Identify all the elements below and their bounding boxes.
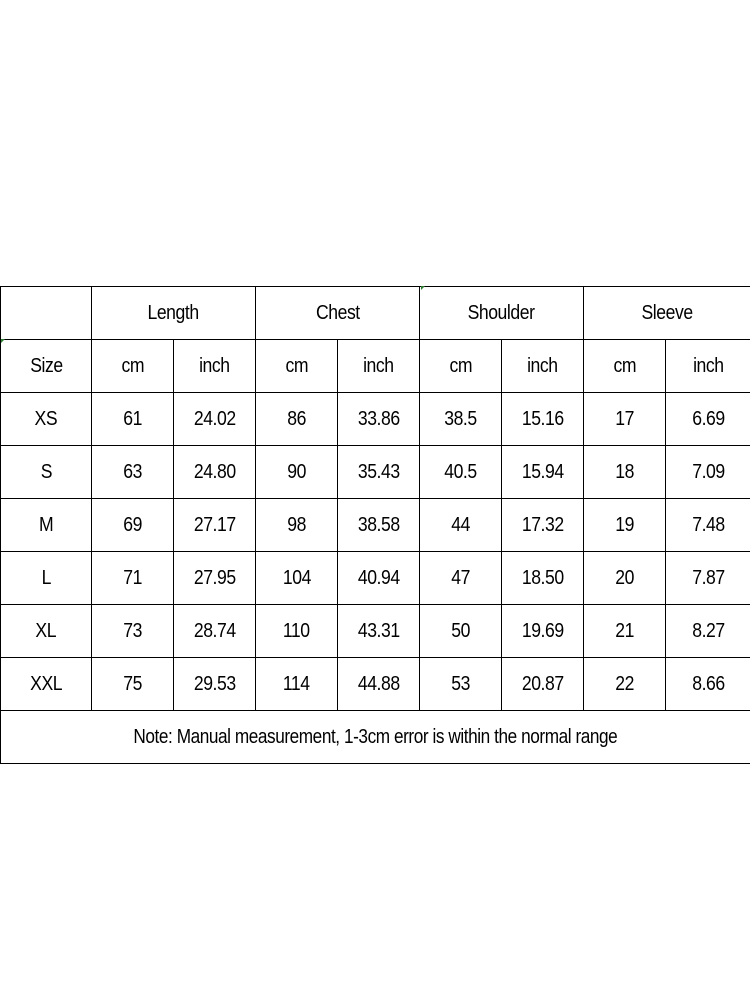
sleeve-cm-cell: 19 <box>584 499 666 552</box>
sleeve-cm-cell: 18 <box>584 446 666 499</box>
shoulder-cm-cell: 40.5 <box>420 446 502 499</box>
size-cell: XXL <box>1 658 92 711</box>
shoulder-inch-cell: 17.32 <box>502 499 584 552</box>
unit-cm: cm <box>420 340 502 393</box>
unit-inch: inch <box>666 340 750 393</box>
corner-mark <box>421 286 425 290</box>
chest-inch-cell: 40.94 <box>338 552 420 605</box>
corner-cell <box>1 287 92 340</box>
size-header: Size <box>1 340 92 393</box>
length-inch-cell: 28.74 <box>174 605 256 658</box>
sleeve-cm-cell: 22 <box>584 658 666 711</box>
chest-cm-cell: 114 <box>256 658 338 711</box>
table-row <box>1 658 750 711</box>
length-cm-cell: 73 <box>92 605 174 658</box>
length-inch-cell: 27.95 <box>174 552 256 605</box>
shoulder-cm-cell: 53 <box>420 658 502 711</box>
chest-inch-cell: 43.31 <box>338 605 420 658</box>
chest-inch-cell: 38.58 <box>338 499 420 552</box>
sleeve-cm-cell: 17 <box>584 393 666 446</box>
length-inch-cell: 24.80 <box>174 446 256 499</box>
length-inch-cell: 29.53 <box>174 658 256 711</box>
unit-cm: cm <box>584 340 666 393</box>
sleeve-inch-cell: 7.09 <box>666 446 750 499</box>
unit-inch: inch <box>502 340 584 393</box>
shoulder-cm-cell: 47 <box>420 552 502 605</box>
sleeve-inch-cell: 7.87 <box>666 552 750 605</box>
unit-inch: inch <box>338 340 420 393</box>
size-cell: M <box>1 499 92 552</box>
chest-cm-cell: 90 <box>256 446 338 499</box>
shoulder-inch-cell: 15.94 <box>502 446 584 499</box>
size-chart-table <box>0 286 750 764</box>
shoulder-cm-cell: 50 <box>420 605 502 658</box>
length-cm-cell: 69 <box>92 499 174 552</box>
table-row <box>1 499 750 552</box>
sleeve-inch-cell: 6.69 <box>666 393 750 446</box>
length-inch-cell: 27.17 <box>174 499 256 552</box>
length-inch-cell: 24.02 <box>174 393 256 446</box>
shoulder-inch-cell: 18.50 <box>502 552 584 605</box>
sleeve-cm-cell: 21 <box>584 605 666 658</box>
length-cm-cell: 71 <box>92 552 174 605</box>
note-row <box>1 711 750 764</box>
table-row <box>1 605 750 658</box>
group-header-sleeve: Sleeve <box>584 287 750 340</box>
table-row <box>1 446 750 499</box>
table-row <box>1 552 750 605</box>
size-cell: L <box>1 552 92 605</box>
chest-inch-cell: 44.88 <box>338 658 420 711</box>
size-cell: S <box>1 446 92 499</box>
chest-cm-cell: 86 <box>256 393 338 446</box>
chest-inch-cell: 35.43 <box>338 446 420 499</box>
measurement-note: Note: Manual measurement, 1-3cm error is within the normal range <box>1 711 750 764</box>
sleeve-inch-cell: 7.48 <box>666 499 750 552</box>
shoulder-inch-cell: 20.87 <box>502 658 584 711</box>
unit-cm: cm <box>92 340 174 393</box>
unit-header-row <box>1 340 750 393</box>
group-header-length: Length <box>92 287 256 340</box>
group-header-row <box>1 287 750 340</box>
chest-cm-cell: 104 <box>256 552 338 605</box>
corner-mark <box>1 339 5 343</box>
shoulder-inch-cell: 19.69 <box>502 605 584 658</box>
shoulder-inch-cell: 15.16 <box>502 393 584 446</box>
sleeve-cm-cell: 20 <box>584 552 666 605</box>
length-cm-cell: 63 <box>92 446 174 499</box>
shoulder-cm-cell: 44 <box>420 499 502 552</box>
group-header-shoulder: Shoulder <box>420 287 584 340</box>
group-header-chest: Chest <box>256 287 420 340</box>
sleeve-inch-cell: 8.27 <box>666 605 750 658</box>
unit-inch: inch <box>174 340 256 393</box>
chest-cm-cell: 110 <box>256 605 338 658</box>
size-cell: XS <box>1 393 92 446</box>
length-cm-cell: 75 <box>92 658 174 711</box>
chest-inch-cell: 33.86 <box>338 393 420 446</box>
length-cm-cell: 61 <box>92 393 174 446</box>
sleeve-inch-cell: 8.66 <box>666 658 750 711</box>
unit-cm: cm <box>256 340 338 393</box>
chest-cm-cell: 98 <box>256 499 338 552</box>
shoulder-cm-cell: 38.5 <box>420 393 502 446</box>
size-cell: XL <box>1 605 92 658</box>
table-row <box>1 393 750 446</box>
